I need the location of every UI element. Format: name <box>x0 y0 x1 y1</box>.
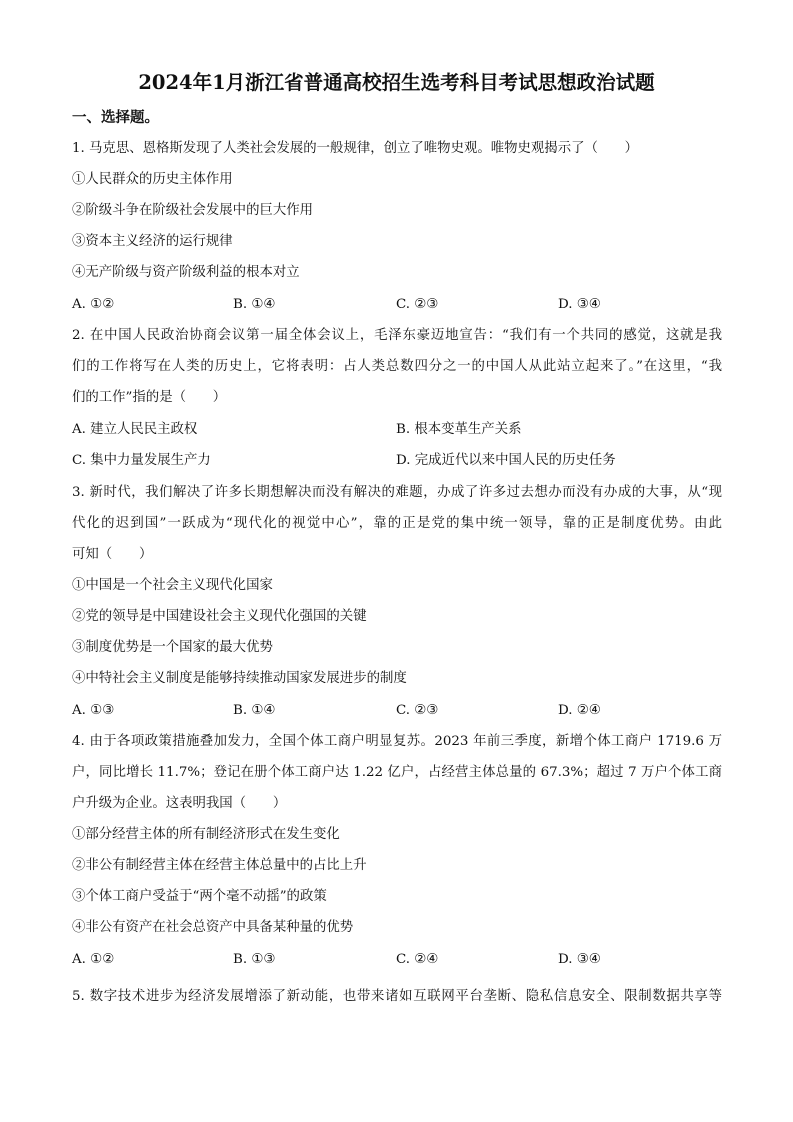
statement: ④无产阶级与资产阶级利益的根本对立 <box>72 265 300 280</box>
statement: ③制度优势是一个国家的最大优势 <box>72 640 273 655</box>
question-stem: 代化的迟到国”一跃成为“现代化的视觉中心”，靠的正是党的集中统一领导，靠的正是制度优势。由此 <box>72 516 722 531</box>
question-stem: 们的工作”指的是（ ） <box>72 390 227 405</box>
question-stem: 4. 由于各项政策措施叠加发力，全国个体工商户明显复苏。2023 年前三季度，新增个体工商户 1719.6 万 <box>72 734 722 749</box>
option-d: D. ③④ <box>558 952 601 967</box>
option-d: D. 完成近代以来中国人民的历史任务 <box>396 453 616 468</box>
option-c: C. ②③ <box>396 297 439 312</box>
option-b: B. 根本变革生产关系 <box>396 422 522 437</box>
option-a: A. ①② <box>72 297 115 312</box>
statement: ③个体工商户受益于“两个毫不动摇”的政策 <box>72 889 327 904</box>
question-stem: 1. 马克思、恩格斯发现了人类社会发展的一般规律，创立了唯物史观。唯物史观揭示了（ ） <box>72 141 639 156</box>
statement: ②党的领导是中国建设社会主义现代化强国的关键 <box>72 609 367 624</box>
option-b: B. ①④ <box>233 703 276 718</box>
question-stem: 3. 新时代，我们解决了许多长期想解决而没有解决的难题，办成了许多过去想办而没有办成的大事，从“现 <box>72 485 722 500</box>
question-stem: 们的工作将写在人类的历史上，它将表明：占人类总数四分之一的中国人从此站立起来了。”在这里，“我 <box>72 359 722 374</box>
option-b: B. ①④ <box>233 297 276 312</box>
option-d: D. ②④ <box>558 703 601 718</box>
section-heading: 一、选择题。 <box>72 109 159 126</box>
option-b: B. ①③ <box>233 952 276 967</box>
question-stem: 可知（ ） <box>72 547 153 562</box>
statement: ①部分经营主体的所有制经济形式在发生变化 <box>72 827 340 842</box>
question-stem: 户，同比增长 11.7%；登记在册个体工商户达 1.22 亿户，占经营主体总量的 67.3%；超过 7 万户个体工商 <box>72 765 722 780</box>
option-c: C. ②④ <box>396 952 439 967</box>
page-title: 2024年1月浙江省普通高校招生选考科目考试思想政治试题 <box>138 71 655 94</box>
option-c: C. ②③ <box>396 703 439 718</box>
statement: ①中国是一个社会主义现代化国家 <box>72 578 273 593</box>
question-stem: 2. 在中国人民政治协商会议第一届全体会议上，毛泽东豪迈地宣告：“我们有一个共同的感觉，这就是我 <box>72 328 722 343</box>
option-a: A. ①③ <box>72 703 115 718</box>
statement: ③资本主义经济的运行规律 <box>72 234 233 249</box>
statement: ①人民群众的历史主体作用 <box>72 172 233 187</box>
option-c: C. 集中力量发展生产力 <box>72 453 211 468</box>
statement: ④中特社会主义制度是能够持续推动国家发展进步的制度 <box>72 671 407 686</box>
option-a: A. 建立人民民主政权 <box>72 422 198 437</box>
question-stem: 5. 数字技术进步为经济发展增添了新动能，也带来诸如互联网平台垄断、隐私信息安全、限制数据共享等 <box>72 989 722 1004</box>
option-a: A. ①② <box>72 952 115 967</box>
option-d: D. ③④ <box>558 297 601 312</box>
question-stem: 户升级为企业。这表明我国（ ） <box>72 796 287 811</box>
statement: ④非公有资产在社会总资产中具备某种量的优势 <box>72 920 354 935</box>
statement: ②非公有制经营主体在经营主体总量中的占比上升 <box>72 858 367 873</box>
statement: ②阶级斗争在阶级社会发展中的巨大作用 <box>72 203 314 218</box>
